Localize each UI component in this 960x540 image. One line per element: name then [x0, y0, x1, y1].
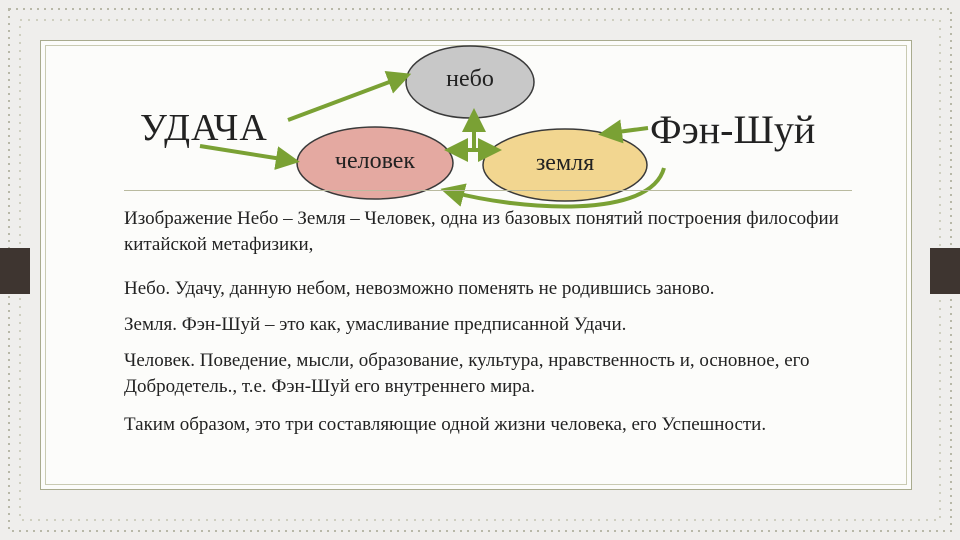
- paragraph-conclusion: Таким образом, это три составляющие одной жизни человека, его Успешности.: [124, 414, 767, 435]
- nebo-label: небо: [446, 66, 494, 92]
- chelovek-label: человек: [334, 148, 416, 174]
- arrow-udacha-to-nebo: [288, 78, 400, 120]
- paragraph-zemlya: Земля. Фэн-Шуй – это как, умасливание предписанной Удачи.: [124, 314, 627, 335]
- fengshui-word: Фэн-Шуй: [650, 107, 816, 152]
- paragraph-chelovek: Человек. Поведение, мысли, образование, культура, нравственность и, основное, его Добродетель., т.е. Фэн-Шуй его внутреннего мира.: [124, 350, 810, 397]
- paragraph-nebo: Небо. Удачу, данную небом, невозможно поменять не родившись заново.: [124, 278, 715, 299]
- paragraph-intro: Изображение Небо – Земля – Человек, одна из базовых понятий построения философии китайской метафизики,: [124, 208, 839, 255]
- udacha-word: УДАЧА: [140, 107, 268, 149]
- zemlya-label: земля: [535, 150, 595, 176]
- arrow-fengshui-to-zemlya: [610, 128, 648, 133]
- divider-line: [124, 190, 852, 191]
